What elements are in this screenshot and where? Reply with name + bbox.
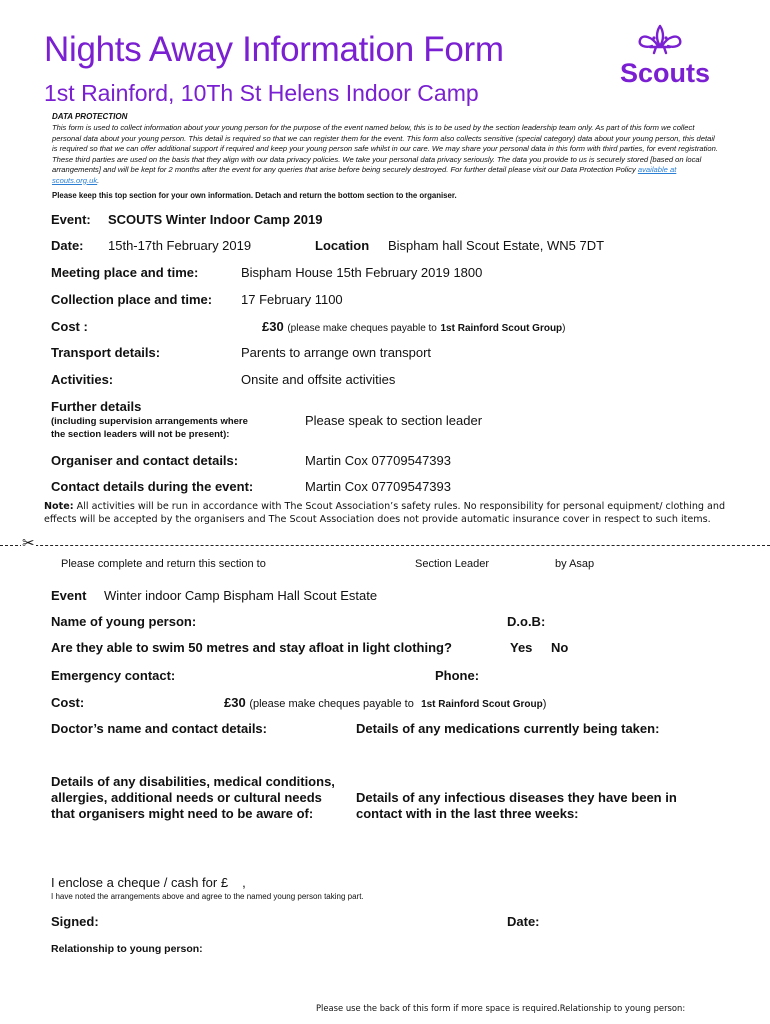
collection-value: 17 February 1100 [241, 292, 343, 307]
data-protection-body: This form is used to collect information about your young person for the purpose of the event named below, this is to be used by the section leadership team only. As part of this form we collect personal data about your young person. This detail is required so that we can register them for the event. This form also collects sensitive (special category) data about your young person, this detail is required so that we can offer additional support if required and keep your young person safe whilst in our care. We may share your personal data in this form with third parties, for event registration. These third parties are used on the basis that they align with our data privacy policies. We take your personal data privacy seriously. The data you provide to us is securely stored [based on local arrangements] and will be kept for 2 months after the event for any queries that arise before being securely destroyed. For further detail please visit our Data Protection Policy [52, 123, 718, 174]
return-cost-payee: 1st Rainford Scout Group [421, 699, 543, 710]
emergency-contact-label: Emergency contact: [51, 668, 176, 683]
note-text: All activities will be run in accordance with The Scout Association’s safety rules. No responsibility for personal equipment/ clothing and effects will be accepted by the organisers and The Scout Association does not provide automatic insurance cover in respect to such items. [44, 501, 726, 525]
data-protection-policy-link[interactable]: available at scouts.org.uk [52, 165, 677, 185]
signed-label: Signed: [51, 914, 99, 929]
meeting-label: Meeting place and time: [51, 265, 199, 280]
return-cost-line [224, 695, 546, 710]
enclose-text: I enclose a cheque / cash for £ [51, 875, 229, 890]
return-by: by Asap [555, 558, 595, 570]
return-event-label: Event [51, 588, 87, 603]
form-title: Nights Away Information Form [44, 30, 504, 69]
swim-question: Are they able to swim 50 metres and stay afloat in light clothing? [51, 640, 452, 655]
return-cost-note-end: ) [542, 698, 547, 710]
return-instruction: Please complete and return this section to [61, 558, 266, 570]
keep-section-note: Please keep this top section for your own information. Detach and return the bottom section to the organiser. [52, 191, 457, 200]
event-contact-value: Martin Cox 07709547393 [305, 479, 451, 494]
transport-value: Parents to arrange own transport [241, 345, 432, 360]
disabilities-label: Details of any disabilities, medical conditions, allergies, additional needs or cultural needs that organisers might need to be aware of: [51, 774, 335, 821]
further-details-value: Please speak to section leader [305, 413, 483, 428]
date-label: Date: [51, 238, 84, 253]
data-protection-text [52, 123, 722, 186]
cost-payee: 1st Rainford Scout Group [440, 323, 563, 334]
event-contact-label: Contact details during the event: [51, 479, 254, 494]
enclose-comma: , [242, 875, 246, 890]
activities-label: Activities: [51, 372, 114, 387]
further-details-label: Further details [51, 399, 142, 414]
relationship-label: Relationship to young person: [51, 943, 203, 955]
meeting-value: Bispham House 15th February 2019 1800 [241, 265, 483, 280]
return-event-value: Winter indoor Camp Bispham Hall Scout Estate [104, 588, 378, 603]
agreement-statement: I have noted the arrangements above and agree to the named young person taking part. [51, 892, 364, 901]
further-details-sub2: the section leaders will not be present): [51, 429, 230, 440]
footer-note: Please use the back of this form if more space is required.Relationship to young person: [316, 1003, 686, 1013]
safety-note [44, 501, 734, 526]
return-to: Section Leader [415, 558, 489, 570]
transport-label: Transport details: [51, 345, 161, 360]
young-person-name-label: Name of young person: [51, 614, 197, 629]
return-cost-amount: £30 [224, 695, 246, 710]
collection-label: Collection place and time: [51, 292, 213, 307]
cost-note: (please make cheques payable to [287, 323, 437, 334]
organiser-value: Martin Cox 07709547393 [305, 453, 451, 468]
cut-line [0, 545, 770, 547]
data-protection-end: . [97, 175, 100, 185]
return-cost-label: Cost: [51, 695, 85, 710]
enclose-payment-line [51, 875, 246, 890]
infectious-diseases-label: Details of any infectious diseases they have been in contact with in the last three weeks: [356, 790, 677, 821]
dob-label: D.o.B: [507, 614, 546, 629]
note-label: Note: [44, 501, 74, 512]
swim-no-option[interactable]: No [551, 640, 569, 655]
medications-label: Details of any medications currently being taken: [356, 721, 660, 736]
location-label: Location [315, 238, 370, 253]
location-value: Bispham hall Scout Estate, WN5 7DT [388, 238, 605, 253]
scissors-icon: ✂ [22, 535, 35, 552]
date-value: 15th-17th February 2019 [108, 238, 252, 253]
event-label: Event: [51, 212, 91, 227]
swim-yes-option[interactable]: Yes [510, 640, 533, 655]
phone-label: Phone: [435, 668, 480, 683]
cost-note-end: ) [562, 323, 566, 334]
return-cost-note: (please make cheques payable to [249, 698, 414, 710]
form-subtitle: 1st Rainford, 10Th St Helens Indoor Camp [44, 80, 479, 106]
cost-amount: £30 [262, 319, 284, 334]
further-details-sub1: (including supervision arrangements where [51, 416, 248, 427]
doctor-label: Doctor’s name and contact details: [51, 721, 267, 736]
activities-value: Onsite and offsite activities [241, 372, 396, 387]
cost-label: Cost : [51, 319, 88, 334]
organiser-label: Organiser and contact details: [51, 453, 239, 468]
event-value: SCOUTS Winter Indoor Camp 2019 [108, 212, 323, 227]
cost-line [262, 319, 566, 334]
data-protection-heading: DATA PROTECTION [52, 112, 128, 121]
scouts-logo-wordmark: Scouts [620, 58, 711, 88]
signature-date-label: Date: [507, 914, 540, 929]
